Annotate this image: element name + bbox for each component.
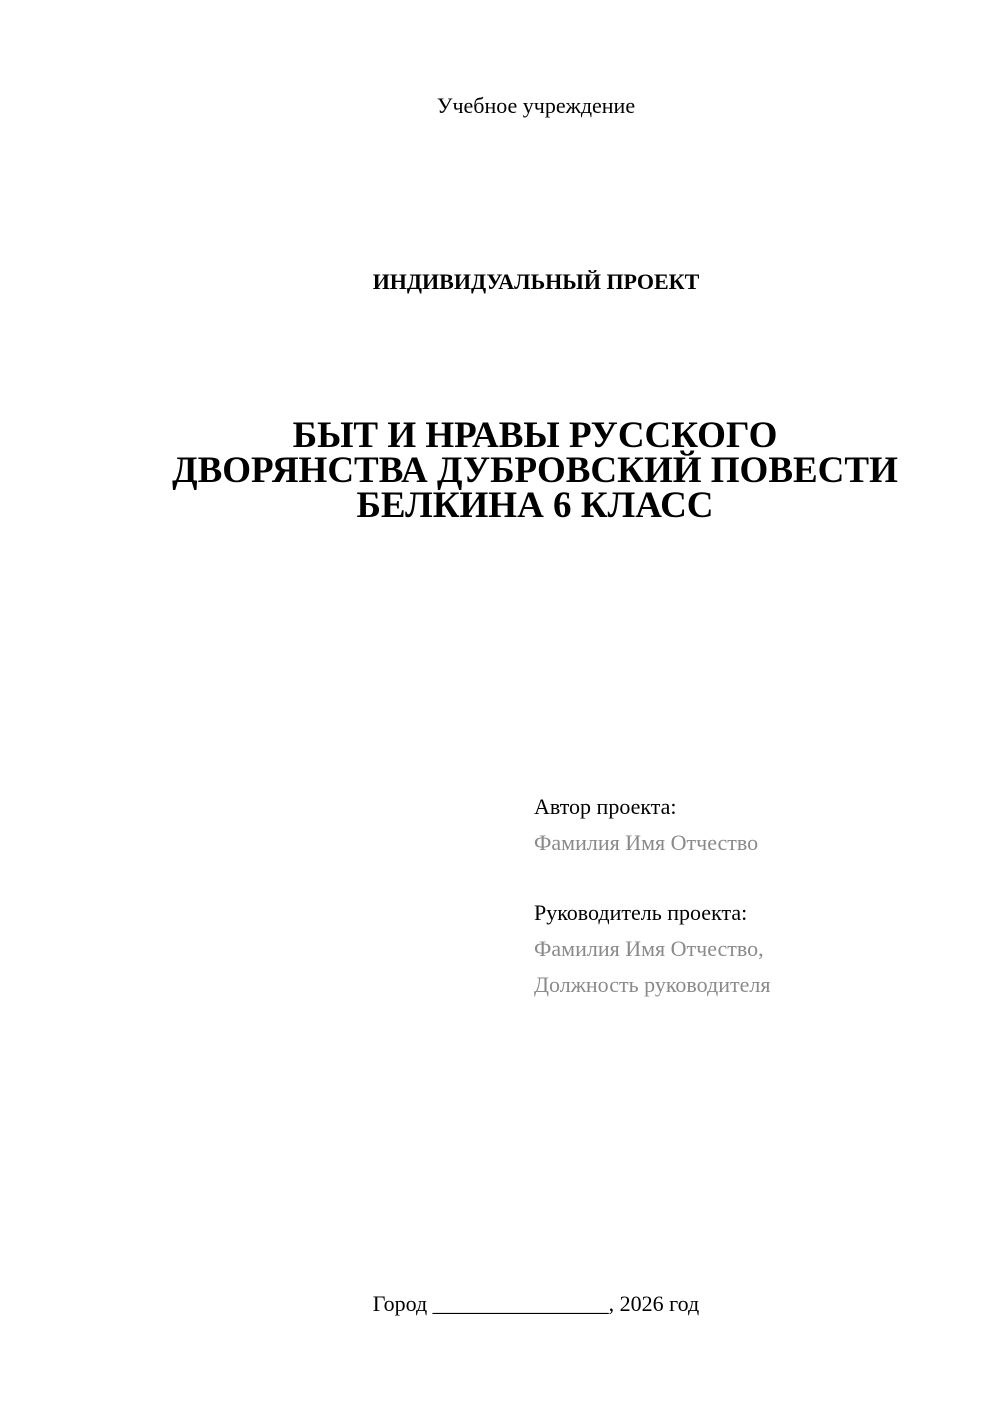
supervisor-label: Руководитель проекта: xyxy=(534,900,748,925)
supervisor-position: Должность руководителя xyxy=(534,972,771,997)
supervisor-name: Фамилия Имя Отчество, xyxy=(534,936,764,961)
project-title xyxy=(140,415,930,526)
credits-spacer xyxy=(534,861,770,895)
project-title-line-3: БЕЛКИНА 6 КЛАСС xyxy=(356,485,714,526)
project-title-line-1: БЫТ И НРАВЫ РУССКОГО xyxy=(292,415,778,456)
institution-name: Учебное учреждение xyxy=(436,93,636,118)
author-label: Автор проекта: xyxy=(534,794,677,819)
author-name: Фамилия Имя Отчество xyxy=(534,830,759,855)
project-type-heading: ИНДИВИДУАЛЬНЫЙ ПРОЕКТ xyxy=(372,269,700,294)
credits-block xyxy=(534,789,770,1003)
project-title-line-2: ДВОРЯНСТВА ДУБРОВСКИЙ ПОВЕСТИ xyxy=(172,450,898,491)
city-year-footer: Город ________________, 2026 год xyxy=(372,1291,700,1316)
